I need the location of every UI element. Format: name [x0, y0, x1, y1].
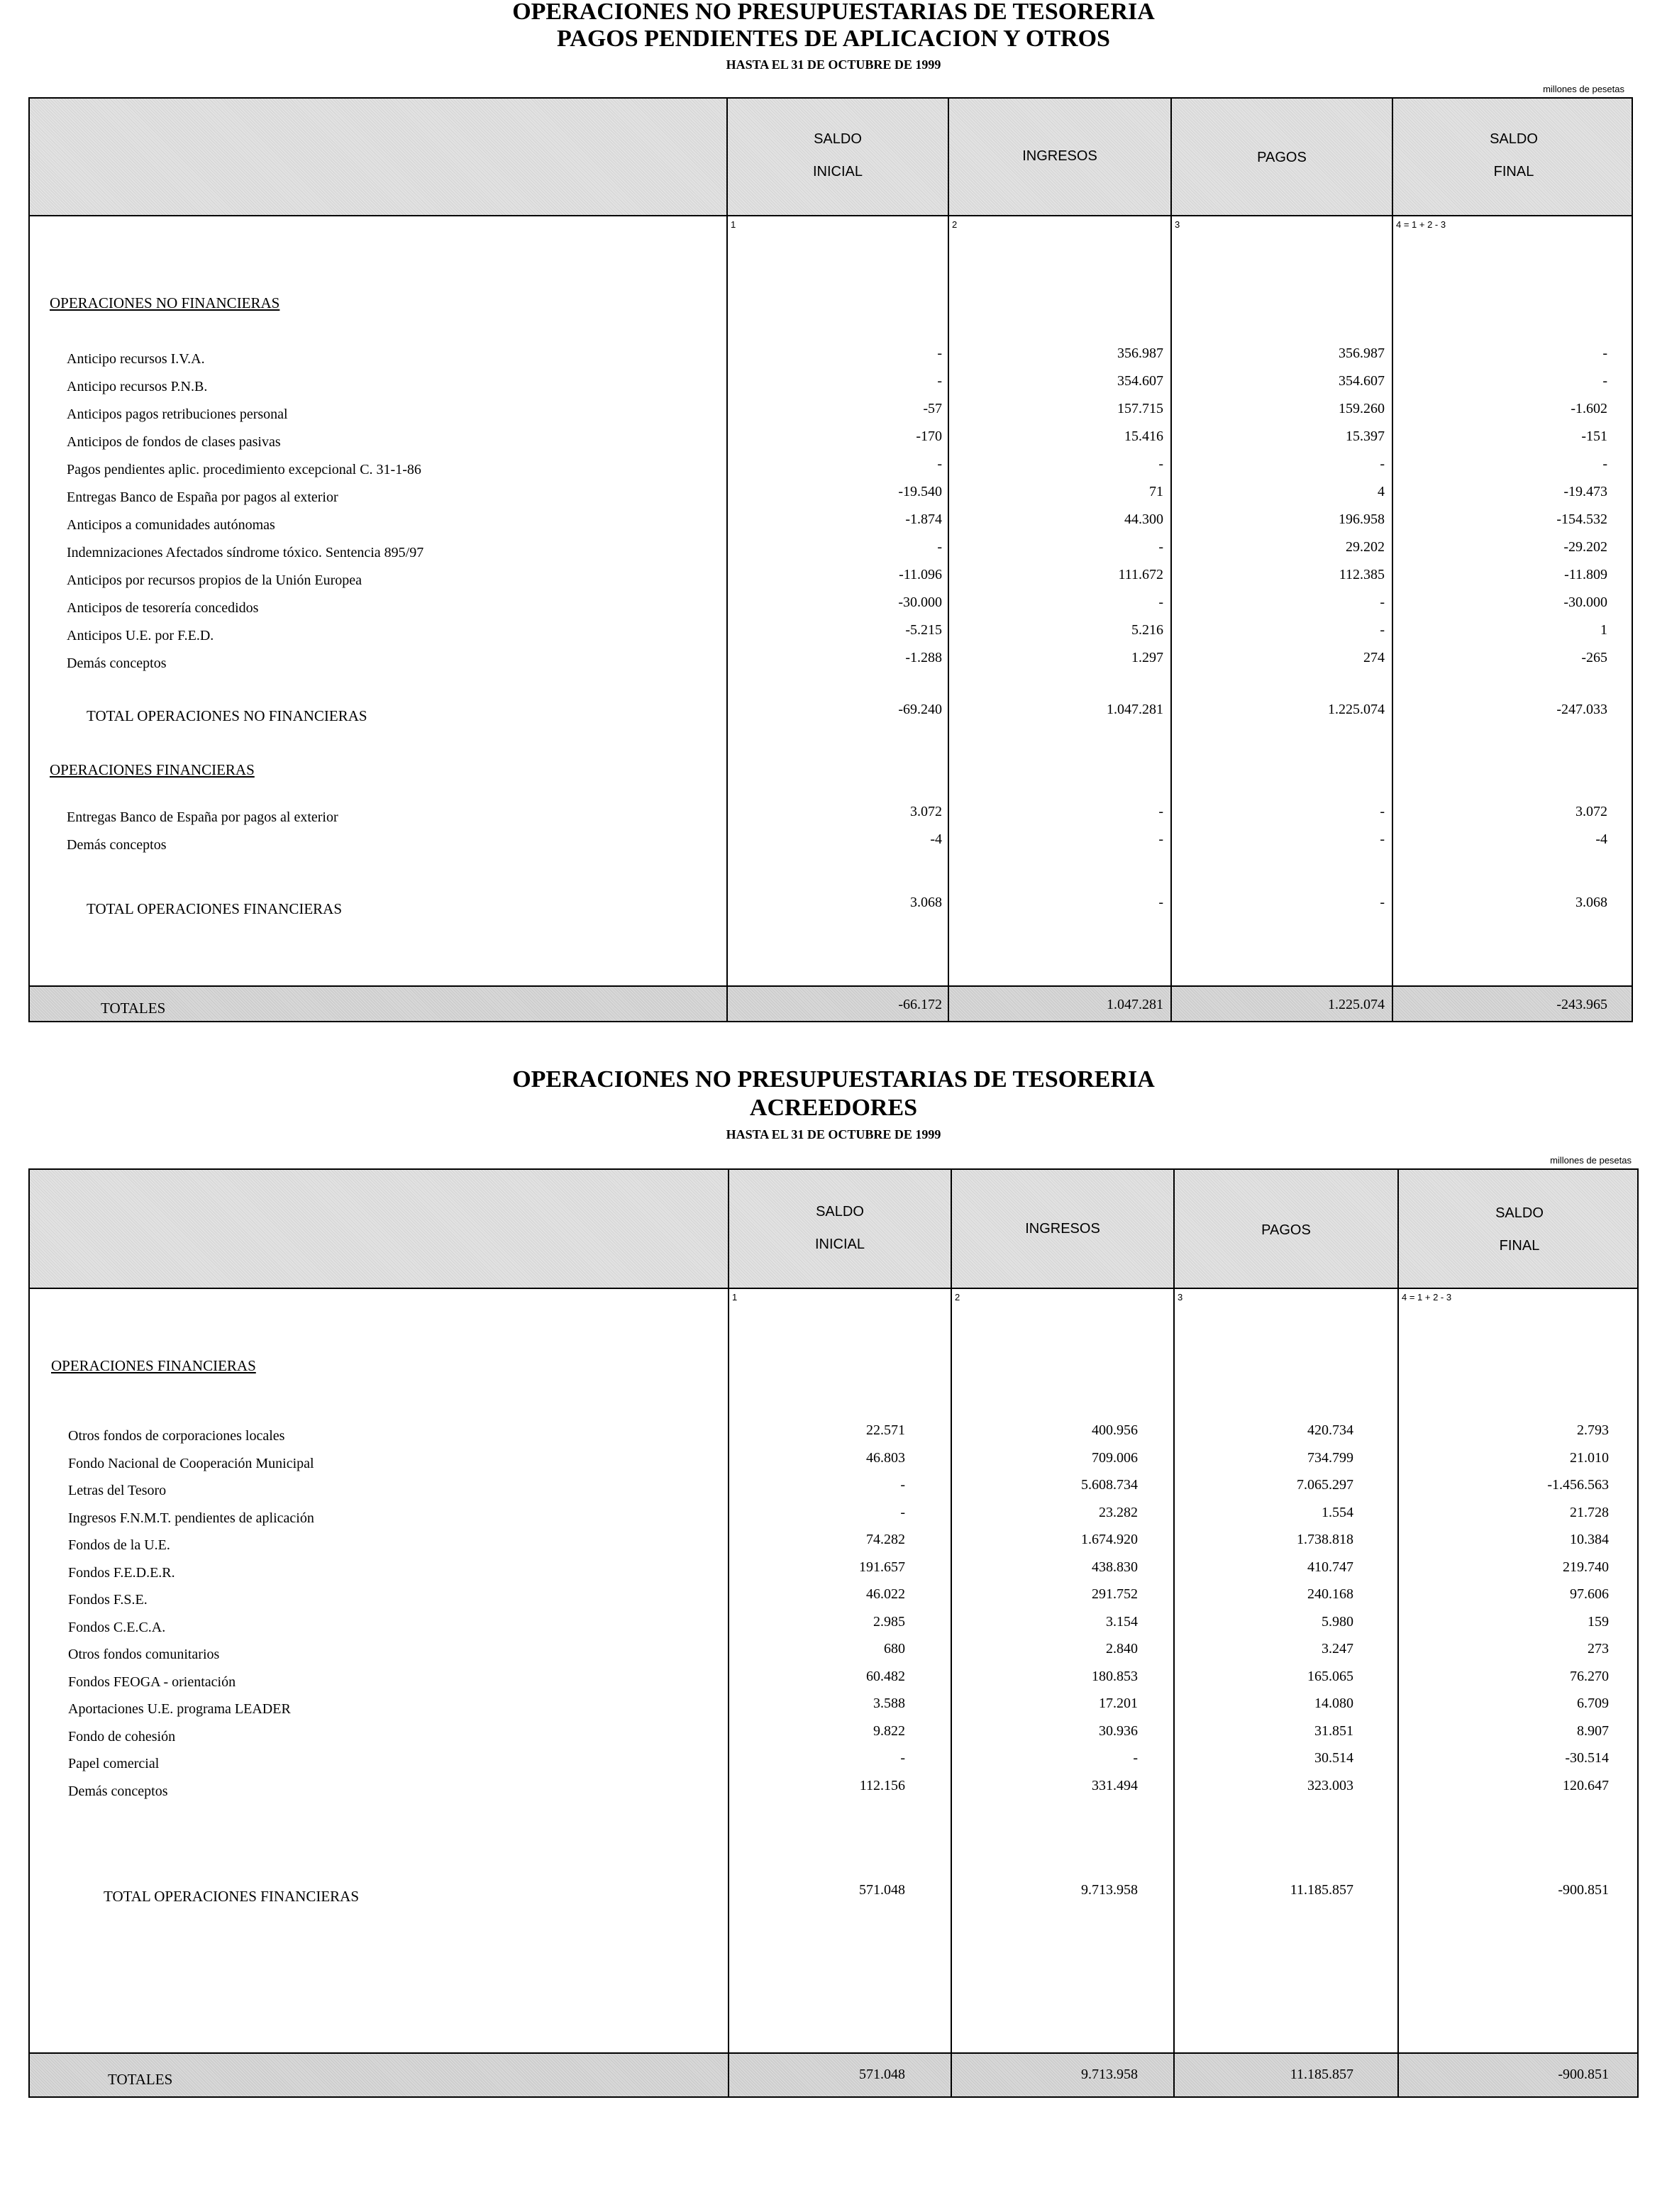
- col-number: 4 = 1 + 2 - 3: [1402, 1292, 1452, 1303]
- row-value: 21.728: [1570, 1504, 1609, 1520]
- row-value: 7.065.297: [1297, 1477, 1353, 1493]
- row-value: -: [1158, 456, 1163, 472]
- row-value: 356.987: [1339, 345, 1385, 361]
- row-label: Entregas Banco de España por pagos al exterior: [67, 809, 338, 825]
- col-number: 3: [1175, 219, 1180, 230]
- row-value: 274: [1363, 650, 1385, 665]
- section-heading: OPERACIONES FINANCIERAS: [51, 1357, 256, 1374]
- table-row: [30, 567, 1632, 594]
- table-row: [30, 1505, 1637, 1532]
- row-value: 356.987: [1117, 345, 1163, 361]
- row-value: 29.202: [1346, 539, 1385, 555]
- row-value: -1.288: [905, 650, 942, 665]
- col-saldo-inicial-header: SALDO INICIAL: [812, 131, 863, 179]
- row-value: 1.674.920: [1081, 1532, 1138, 1547]
- row-value: -1.874: [905, 511, 942, 527]
- table-row: [30, 831, 1632, 858]
- row-value: 709.006: [1092, 1449, 1138, 1466]
- row-value: -11.809: [1564, 567, 1607, 582]
- row-label: Anticipos por recursos propios de la Unión Europea: [67, 573, 362, 588]
- row-value: 9.822: [873, 1722, 905, 1739]
- row-value: 159: [1588, 1613, 1609, 1630]
- row-value: 22.571: [866, 1422, 905, 1438]
- table-row: [30, 373, 1632, 400]
- table1-title: OPERACIONES NO PRESUPUESTARIAS DE TESORERIA: [512, 0, 1155, 25]
- table-row-total: TOTAL OPERACIONES NO FINANCIERAS -69.240 1.047.281 1.225.074 -247.033: [87, 702, 1607, 724]
- row-value: -: [1380, 804, 1385, 819]
- row-label: Fondos F.S.E.: [68, 1592, 148, 1608]
- table-row: [30, 804, 1632, 831]
- row-value: 30.936: [1099, 1722, 1138, 1739]
- row-value: 4: [1378, 484, 1385, 499]
- row-value: -5.215: [905, 622, 942, 638]
- table-row: [30, 539, 1632, 566]
- row-value: 6.709: [1577, 1696, 1609, 1711]
- table-row: [30, 1586, 1637, 1613]
- row-value: 44.300: [1124, 511, 1163, 527]
- col-number: 1: [731, 219, 736, 230]
- table-row: [30, 1422, 1637, 1449]
- row-value: -: [1602, 373, 1607, 389]
- row-label: Papel comercial: [68, 1756, 160, 1771]
- row-value: 165.065: [1307, 1668, 1353, 1684]
- row-value: -: [1602, 456, 1607, 472]
- row-value: 97.606: [1570, 1586, 1609, 1602]
- row-label: Fondos F.E.D.E.R.: [68, 1564, 175, 1581]
- row-value: 240.168: [1307, 1586, 1353, 1602]
- table1-period: HASTA EL 31 DE OCTUBRE DE 1999: [726, 57, 941, 72]
- row-label: Anticipo recursos I.V.A.: [67, 351, 205, 367]
- row-label: Anticipo recursos P.N.B.: [67, 379, 208, 394]
- row-value: 2.840: [1106, 1641, 1138, 1657]
- table1: [28, 97, 1633, 1022]
- table-row: [30, 1750, 1637, 1777]
- row-label: Fondos de la U.E.: [68, 1537, 170, 1553]
- row-value: -: [1133, 1750, 1138, 1766]
- row-value: 5.980: [1322, 1613, 1353, 1630]
- table-row: [30, 484, 1632, 511]
- row-value: -11.096: [899, 567, 942, 582]
- row-label: Anticipos de tesorería concedidos: [67, 600, 259, 616]
- row-value: -57: [923, 401, 942, 416]
- table-row: [30, 1614, 1637, 1641]
- row-value: -19.540: [898, 484, 942, 499]
- row-label: Anticipos U.E. por F.E.D.: [67, 628, 214, 643]
- row-value: -: [1380, 831, 1385, 847]
- row-value: 21.010: [1570, 1449, 1609, 1466]
- row-value: 5.216: [1131, 622, 1163, 638]
- row-value: 410.747: [1307, 1559, 1353, 1575]
- row-label: Fondo Nacional de Cooperación Municipal: [68, 1455, 314, 1471]
- row-value: 354.607: [1117, 373, 1163, 389]
- row-value: -: [1380, 595, 1385, 610]
- row-value: 191.657: [859, 1559, 905, 1575]
- row-value: 3.154: [1106, 1613, 1138, 1630]
- row-value: -19.473: [1563, 484, 1607, 499]
- row-value: -: [1158, 539, 1163, 555]
- row-value: 71: [1149, 484, 1163, 499]
- table2-period: HASTA EL 31 DE OCTUBRE DE 1999: [726, 1127, 941, 1141]
- row-value: 1.738.818: [1297, 1532, 1353, 1547]
- row-value: -: [937, 345, 942, 361]
- row-label: Otros fondos de corporaciones locales: [68, 1428, 285, 1444]
- row-value: 420.734: [1307, 1422, 1353, 1438]
- table-row: [30, 1669, 1637, 1696]
- row-value: 219.740: [1563, 1559, 1609, 1575]
- table-row-totales: TOTALES 571.048 9.713.958 11.185.857 -900.851: [108, 2067, 1609, 2088]
- row-value: -: [900, 1504, 905, 1520]
- table2-subtitle: ACREEDORES: [749, 1095, 918, 1121]
- row-label: Anticipos a comunidades autónomas: [67, 517, 275, 533]
- row-value: 273: [1588, 1641, 1609, 1657]
- row-value: -: [1158, 804, 1163, 819]
- row-value: 3.588: [873, 1696, 905, 1711]
- col-saldo-final-header: SALDO FINAL: [1490, 131, 1538, 179]
- col-saldo-final-header: SALDO FINAL: [1495, 1205, 1544, 1254]
- row-label: Fondos C.E.C.A.: [68, 1619, 166, 1635]
- row-value: 323.003: [1307, 1777, 1353, 1793]
- table-row: [30, 401, 1632, 428]
- row-label: Entregas Banco de España por pagos al exterior: [67, 490, 338, 505]
- col-saldo-inicial-header: SALDO INICIAL: [814, 1204, 865, 1252]
- row-value: -: [937, 539, 942, 555]
- row-value: -: [1380, 622, 1385, 638]
- table2: [28, 1168, 1639, 2098]
- row-label: Pagos pendientes aplic. procedimiento excepcional C. 31-1-86: [67, 462, 421, 477]
- row-label: Otros fondos comunitarios: [68, 1647, 220, 1662]
- table-row: [30, 456, 1632, 483]
- row-value: 680: [884, 1641, 905, 1657]
- table-row: [30, 345, 1632, 372]
- row-value: 3.072: [1575, 804, 1607, 819]
- row-value: 354.607: [1339, 373, 1385, 389]
- row-value: -1.456.563: [1547, 1477, 1609, 1493]
- table-row: [30, 1450, 1637, 1477]
- row-value: 14.080: [1314, 1696, 1353, 1711]
- row-value: 46.803: [866, 1449, 905, 1466]
- table-row: [30, 622, 1632, 649]
- table-row: [30, 1696, 1637, 1722]
- row-value: -4: [930, 831, 942, 847]
- row-value: -: [1380, 456, 1385, 472]
- table2-title: OPERACIONES NO PRESUPUESTARIAS DE TESORERIA: [512, 1066, 1155, 1093]
- table-row: [30, 650, 1632, 677]
- table-row: [30, 511, 1632, 538]
- row-value: -30.000: [898, 595, 942, 610]
- row-label: Anticipos de fondos de clases pasivas: [67, 434, 281, 450]
- table-row: [30, 1778, 1637, 1805]
- col-pagos-header: PAGOS: [1261, 1222, 1311, 1238]
- col-number: 4 = 1 + 2 - 3: [1396, 219, 1446, 230]
- row-value: 8.907: [1577, 1722, 1609, 1739]
- table-row-total: TOTAL OPERACIONES FINANCIERAS 571.048 9.713.958 11.185.857 -900.851: [104, 1882, 1609, 1905]
- row-value: -: [1158, 831, 1163, 847]
- row-value: 2.793: [1577, 1422, 1609, 1438]
- col-number: 2: [955, 1292, 960, 1303]
- row-label: Fondo de cohesión: [68, 1728, 176, 1744]
- row-value: -265: [1581, 650, 1607, 665]
- row-value: -154.532: [1556, 511, 1607, 527]
- col-number: 3: [1178, 1292, 1183, 1303]
- col-number: 1: [732, 1292, 738, 1303]
- row-value: 31.851: [1314, 1722, 1353, 1739]
- row-value: 3.072: [910, 804, 942, 819]
- row-value: -: [1602, 345, 1607, 361]
- row-value: 159.260: [1339, 401, 1385, 416]
- row-label: Fondos FEOGA - orientación: [68, 1674, 236, 1690]
- table1-unit: millones de pesetas: [1543, 84, 1624, 94]
- row-value: -1.602: [1571, 401, 1607, 416]
- row-label: Letras del Tesoro: [68, 1483, 167, 1498]
- table2-unit: millones de pesetas: [1550, 1155, 1632, 1166]
- table1-subtitle: PAGOS PENDIENTES DE APLICACION Y OTROS: [557, 26, 1110, 52]
- row-value: 400.956: [1092, 1422, 1138, 1438]
- row-value: -: [900, 1477, 905, 1493]
- row-value: 1.297: [1131, 650, 1163, 665]
- row-value: 15.416: [1124, 428, 1163, 444]
- row-value: 196.958: [1339, 511, 1385, 527]
- col-ingresos-header: INGRESOS: [1022, 148, 1097, 164]
- col-pagos-header: PAGOS: [1257, 150, 1307, 165]
- row-value: -29.202: [1563, 539, 1607, 555]
- row-value: 157.715: [1117, 401, 1163, 416]
- table-row-total: TOTAL OPERACIONES FINANCIERAS 3.068 - - 3.068: [87, 895, 1607, 917]
- table-row: [30, 1641, 1637, 1668]
- row-value: -30.000: [1563, 595, 1607, 610]
- row-value: 112.385: [1339, 567, 1385, 582]
- row-value: 3.247: [1322, 1641, 1353, 1657]
- row-value: 2.985: [873, 1613, 905, 1630]
- section-heading: OPERACIONES NO FINANCIERAS: [50, 294, 280, 311]
- row-value: 17.201: [1099, 1696, 1138, 1711]
- table-row: [30, 1532, 1637, 1559]
- table-row: [30, 1559, 1637, 1586]
- table-row: [30, 1477, 1637, 1504]
- row-value: 112.156: [859, 1777, 905, 1793]
- row-value: 111.672: [1118, 567, 1163, 582]
- row-value: 120.647: [1563, 1777, 1609, 1793]
- table-row: [30, 595, 1632, 621]
- table-row: [30, 1723, 1637, 1750]
- col-ingresos-header: INGRESOS: [1025, 1221, 1100, 1237]
- row-value: -: [937, 456, 942, 472]
- row-value: 60.482: [866, 1668, 905, 1684]
- row-label: Demás conceptos: [67, 656, 167, 671]
- row-value: -: [1158, 595, 1163, 610]
- row-value: 5.608.734: [1081, 1477, 1138, 1493]
- row-value: -4: [1595, 831, 1607, 847]
- row-value: -: [900, 1750, 905, 1766]
- row-value: 180.853: [1092, 1668, 1138, 1684]
- row-label: Demás conceptos: [68, 1783, 168, 1799]
- row-label: Indemnizaciones Afectados síndrome tóxico. Sentencia 895/97: [67, 545, 424, 560]
- row-value: 291.752: [1092, 1586, 1138, 1602]
- row-value: 15.397: [1346, 428, 1385, 444]
- table-row: [30, 428, 1632, 455]
- row-label: Ingresos F.N.M.T. pendientes de aplicación: [68, 1510, 314, 1526]
- row-value: 74.282: [866, 1532, 905, 1547]
- section-heading: OPERACIONES FINANCIERAS: [50, 761, 255, 778]
- row-value: 30.514: [1314, 1750, 1353, 1766]
- row-value: 1.554: [1322, 1504, 1353, 1520]
- row-value: -151: [1581, 428, 1607, 444]
- row-value: -30.514: [1565, 1750, 1609, 1766]
- row-value: 23.282: [1099, 1504, 1138, 1520]
- row-label: Demás conceptos: [67, 837, 167, 853]
- row-value: -170: [916, 428, 942, 444]
- table-row-totales: TOTALES -66.172 1.047.281 1.225.074 -243.965: [101, 997, 1607, 1017]
- row-value: 734.799: [1307, 1449, 1353, 1466]
- row-value: 10.384: [1570, 1532, 1609, 1547]
- row-value: -: [937, 373, 942, 389]
- row-value: 76.270: [1570, 1668, 1609, 1684]
- row-label: Anticipos pagos retribuciones personal: [67, 407, 288, 422]
- row-label: Aportaciones U.E. programa LEADER: [68, 1701, 291, 1717]
- row-value: 46.022: [866, 1586, 905, 1602]
- col-number: 2: [952, 219, 958, 230]
- row-value: 438.830: [1092, 1559, 1138, 1575]
- row-value: 331.494: [1092, 1777, 1138, 1793]
- row-value: 1: [1600, 622, 1607, 638]
